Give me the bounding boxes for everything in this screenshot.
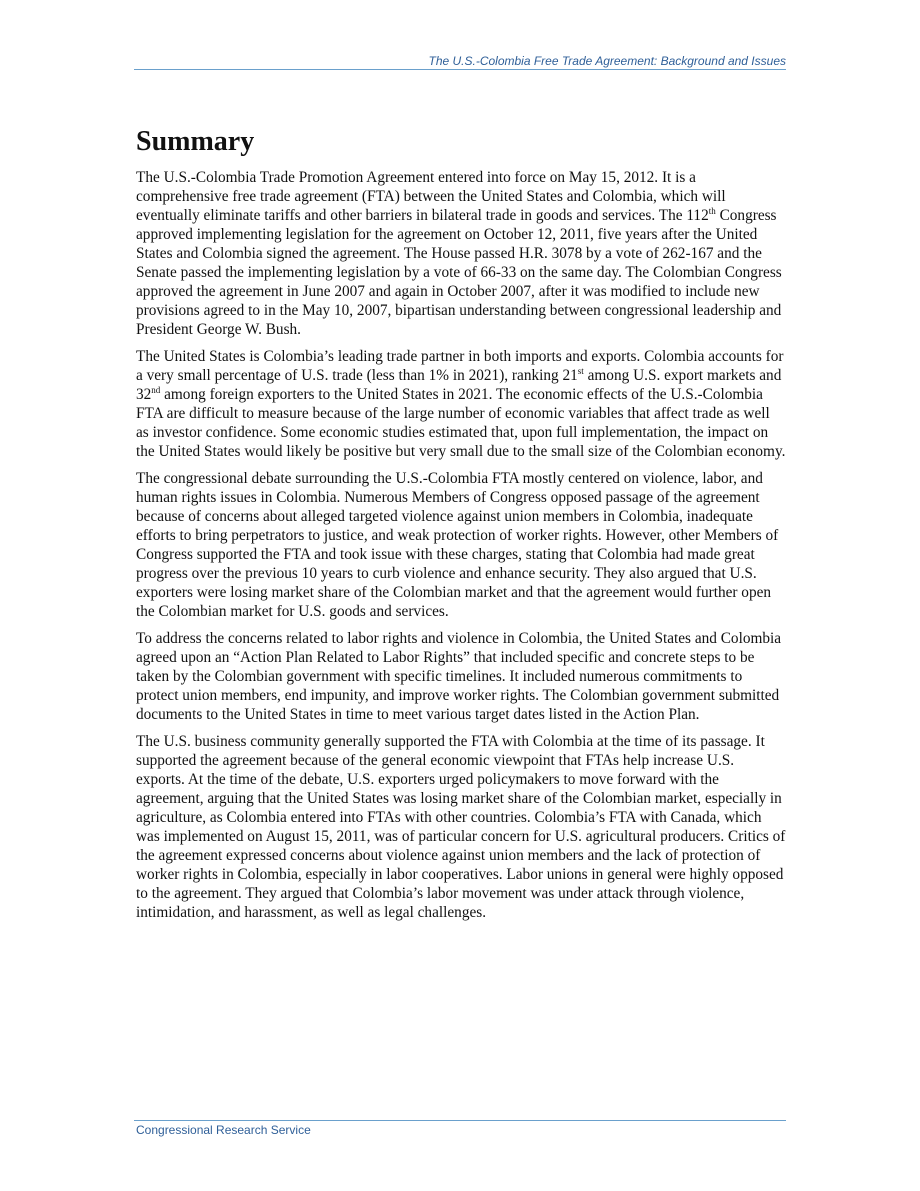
ordinal-suffix: st <box>577 366 584 376</box>
section-title: Summary <box>136 126 255 157</box>
ordinal-suffix: nd <box>151 385 161 395</box>
paragraph-text: among foreign exporters to the United States in 2021. The economic effects of the U.S.-Colombia FTA are difficult to measure because of the large number of economic variables that affect trade as well as investor confidence. Some economic studies estimated that, upon full implementation, the impact on the United States would likely be positive but very small due to the small size of the Colombian economy. <box>136 386 786 460</box>
footer-organization: Congressional Research Service <box>136 1123 311 1137</box>
paragraph-text: The United States is Colombia’s leading trade partner in both imports and exports. Colombia accounts for a very small percentage of U.S. trade (less than 1% in 2021), ranking 21 <box>136 348 784 384</box>
ordinal-suffix: th <box>708 206 716 216</box>
summary-paragraph-4: To address the concerns related to labor rights and violence in Colombia, the United States and Colombia agreed upon an “Action Plan Related to Labor Rights” that included specific and concrete steps to be taken by the Colombian government with specific timelines. It included numerous commitments to protect union members, end impunity, and improve worker rights. The Colombian government submitted documents to the United States in time to meet various target dates listed in the Action Plan. <box>136 630 782 723</box>
footer-divider <box>134 1120 786 1121</box>
paragraph-text: The U.S.-Colombia Trade Promotion Agreement entered into force on May 15, 2012. It is a comprehensive free trade agreement (FTA) between the United States and Colombia, which will eventually eliminate tariffs and other barriers in bilateral trade in goods and services. The 112 <box>136 169 726 224</box>
paragraph-text: among U.S. export markets and 32 <box>136 367 782 403</box>
document-body <box>136 124 786 930</box>
summary-paragraph-2 <box>136 347 786 461</box>
summary-paragraph-1 <box>136 168 786 339</box>
paragraph-text: Congress approved implementing legislation for the agreement on October 12, 2011, five years after the United States and Colombia signed the agreement. The House passed H.R. 3078 by a vote of 262-167 and the Senate passed the implementing legislation by a vote of 66-33 on the same day. The Colombian Congress approved the agreement in June 2007 and again in October 2007, after it was modified to include new provisions agreed to in the May 10, 2007, bipartisan understanding between congressional leadership and President George W. Bush. <box>136 207 782 338</box>
running-header-title: The U.S.-Colombia Free Trade Agreement: Background and Issues <box>428 54 786 68</box>
summary-paragraph-5: The U.S. business community generally supported the FTA with Colombia at the time of its passage. It supported the agreement because of the general economic viewpoint that FTAs help increase U.S. exports. At the time of the debate, U.S. exporters urged policymakers to move forward with the agreement, arguing that the United States was losing market share of the Colombian market, especially in agriculture, as Colombia entered into FTAs with other countries. Colombia’s FTA with Canada, which was implemented on August 15, 2011, was of particular concern for U.S. agricultural producers. Critics of the agreement expressed concerns about violence against union members and the lack of protection of worker rights in Colombia, especially in labor cooperatives. Labor unions in general were highly opposed to the agreement. They argued that Colombia’s labor movement was under attack through violence, intimidation, and harassment, as well as legal challenges. <box>136 733 786 921</box>
summary-paragraph-3: The congressional debate surrounding the U.S.-Colombia FTA mostly centered on violence, labor, and human rights issues in Colombia. Numerous Members of Congress opposed passage of the agreement because of concerns about alleged targeted violence against union members in Colombia, inadequate efforts to bring perpetrators to justice, and weak protection of worker rights. However, other Members of Congress supported the FTA and took issue with these charges, stating that Colombia had made great progress over the previous 10 years to curb violence and enhance security. They also argued that U.S. exporters were losing market share of the Colombian market and that the agreement would further open the Colombian market for U.S. goods and services. <box>136 470 779 620</box>
header-divider <box>134 69 786 70</box>
